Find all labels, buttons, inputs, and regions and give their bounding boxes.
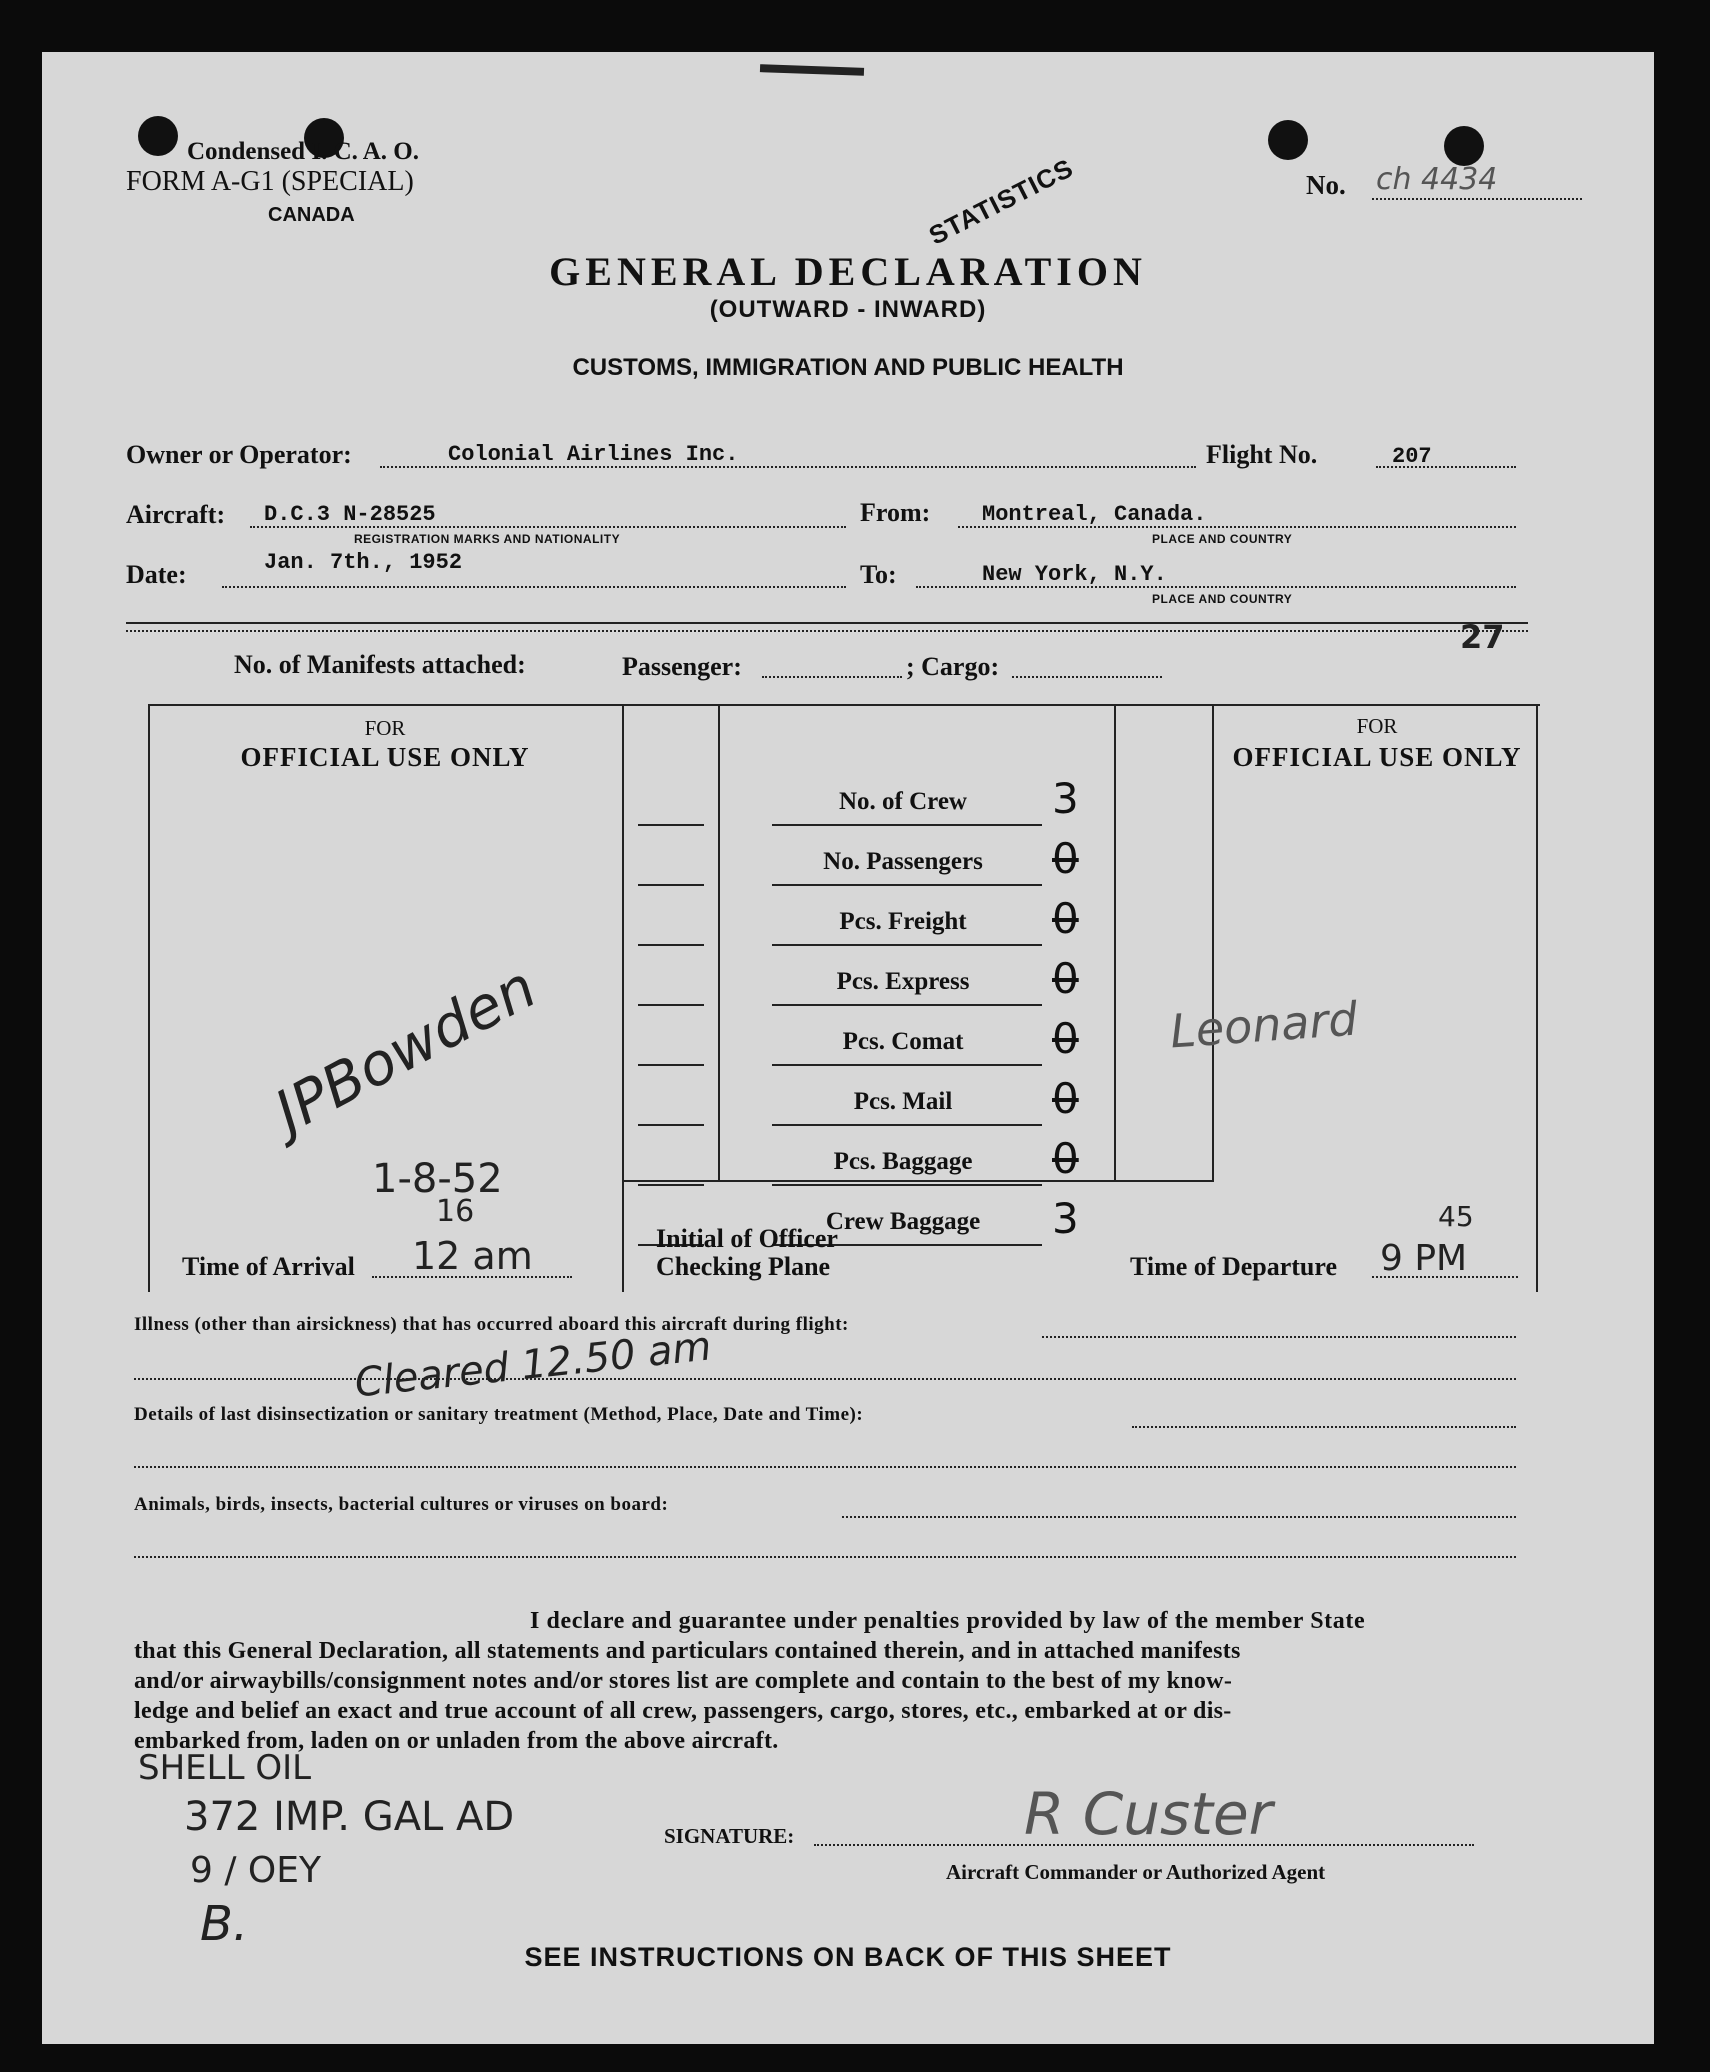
from-caption: PLACE AND COUNTRY — [1152, 532, 1293, 546]
manifests-passenger-line — [762, 676, 902, 678]
margin-note-3: 9 / OEY — [190, 1850, 321, 1891]
punch-hole-right — [1268, 120, 1308, 160]
item-value: 3 — [1052, 774, 1079, 823]
document-title: GENERAL DECLARATION — [549, 249, 1147, 294]
manifests-label: No. of Manifests attached: — [234, 650, 526, 679]
item-underline — [772, 884, 1042, 886]
arrival-extra: 16 — [436, 1194, 475, 1229]
time-of-arrival-label: Time of Arrival — [182, 1252, 355, 1281]
manifests-cargo-line — [1012, 676, 1162, 678]
item-label: Pcs. Baggage — [833, 1148, 973, 1175]
form-number-line — [1372, 198, 1582, 200]
animals-line-1 — [842, 1516, 1516, 1518]
aircraft-value: D.C.3 N-28525 — [264, 502, 436, 527]
item-underline — [772, 1124, 1042, 1126]
margin-note-4: B. — [200, 1896, 249, 1952]
item-underline — [772, 1064, 1042, 1066]
item-underline — [772, 1004, 1042, 1006]
item-label: Pcs. Comat — [842, 1028, 964, 1055]
owner-value: Colonial Airlines Inc. — [448, 442, 739, 467]
item-value: 0 — [1052, 834, 1079, 883]
form-number-label: No. — [1306, 170, 1346, 200]
margin-note-2: 372 IMP. GAL AD — [184, 1794, 515, 1840]
staple-mark — [760, 64, 864, 76]
header-separator-dots — [126, 630, 1528, 632]
item-initial-slot — [638, 824, 704, 826]
initial-officer-label-2: Checking Plane — [656, 1252, 831, 1281]
item-value: 0 — [1052, 954, 1079, 1003]
punch-hole-right-2 — [1444, 126, 1484, 166]
item-initial-slot — [638, 1064, 704, 1066]
item-initial-slot — [638, 884, 704, 886]
illness-line-1 — [1042, 1336, 1516, 1338]
initial-officer-label-1: Initial of Officer — [656, 1224, 838, 1253]
cleared-note: Cleared 12.50 am — [352, 1323, 714, 1407]
item-value: 0 — [1052, 894, 1079, 943]
footer-instructions: SEE INSTRUCTIONS ON BACK OF THIS SHEET — [524, 1942, 1172, 1972]
animals-line-2 — [134, 1556, 1516, 1558]
date-line — [222, 586, 846, 588]
owner-label: Owner or Operator: — [126, 440, 352, 469]
condensed-line: Condensed I. C. A. O. — [187, 138, 419, 165]
item-label: Pcs. Mail — [853, 1088, 953, 1115]
time-of-departure-label: Time of Departure — [1130, 1252, 1337, 1281]
right-signature: Leonard — [1168, 991, 1360, 1059]
item-underline — [772, 1184, 1042, 1186]
item-label: Crew Baggage — [825, 1208, 981, 1235]
declaration-line-5: embarked from, laden on or unladen from the above aircraft. — [134, 1728, 779, 1754]
time-of-arrival-value: 12 am — [412, 1234, 533, 1278]
left-for-label: FOR — [364, 716, 406, 740]
aircraft-label: Aircraft: — [126, 500, 226, 529]
disinsectization-label: Details of last disinsectization or sanitary treatment (Method, Place, Date and Time): — [134, 1404, 864, 1425]
declaration-line-3: and/or airwaybills/consignment notes and/or stores list are complete and contain to the best of my know- — [134, 1668, 1233, 1694]
disinsectization-line-1 — [1132, 1426, 1516, 1428]
arrival-date: 1-8-52 — [372, 1156, 503, 1202]
right-official-label: OFFICIAL USE ONLY — [1232, 742, 1522, 772]
flight-number-value: 207 — [1392, 444, 1432, 469]
to-caption: PLACE AND COUNTRY — [1152, 592, 1293, 606]
right-for-label: FOR — [1356, 714, 1398, 738]
form-country: CANADA — [268, 204, 355, 226]
to-label: To: — [860, 560, 897, 589]
item-initial-slot — [638, 1124, 704, 1126]
left-official-label: OFFICIAL USE ONLY — [240, 742, 530, 772]
illness-label: Illness (other than airsickness) that has occurred aboard this aircraft during flight: — [134, 1314, 849, 1335]
header-separator — [126, 622, 1528, 624]
item-initial-slot — [638, 1184, 704, 1186]
item-label: Pcs. Freight — [839, 908, 967, 935]
declaration-line-1: I declare and guarantee under penalties provided by law of the member State — [530, 1608, 1366, 1634]
item-initial-slot — [638, 944, 704, 946]
statistics-stamp: STATISTICS — [924, 152, 1079, 251]
punch-hole-left — [138, 116, 178, 156]
margin-number: 27 — [1460, 618, 1505, 656]
document-subtitle: (OUTWARD - INWARD) — [709, 296, 987, 323]
disinsectization-line-2 — [134, 1466, 1516, 1468]
declaration-line-2: that this General Declaration, all statements and particulars contained therein, and in attached manifests — [134, 1638, 1241, 1664]
signature-label: SIGNATURE: — [664, 1824, 795, 1848]
signature-value: R Custer — [1024, 1780, 1273, 1848]
declaration-sheet — [42, 52, 1654, 2044]
form-id: FORM A-G1 (SPECIAL) — [126, 166, 414, 197]
date-value: Jan. 7th., 1952 — [264, 550, 463, 575]
time-of-departure-value: 9 PM — [1380, 1238, 1468, 1279]
document-heading: CUSTOMS, IMMIGRATION AND PUBLIC HEALTH — [572, 354, 1124, 381]
item-value: 0 — [1052, 1074, 1079, 1123]
from-label: From: — [860, 498, 931, 527]
item-label: Pcs. Express — [836, 968, 970, 995]
item-value: 0 — [1052, 1014, 1079, 1063]
item-value: 0 — [1052, 1134, 1079, 1183]
item-underline — [772, 824, 1042, 826]
margin-note-1: SHELL OIL — [138, 1748, 312, 1788]
item-label: No. Passengers — [823, 848, 983, 875]
illness-line-2 — [134, 1378, 1516, 1380]
declaration-line-4: ledge and belief an exact and true account of all crew, passengers, cargo, stores, etc., embarked at or dis- — [134, 1698, 1232, 1724]
arrival-signature: JPBowden — [264, 952, 547, 1147]
item-label: No. of Crew — [839, 788, 967, 815]
item-initial-slot — [638, 1004, 704, 1006]
aircraft-caption: REGISTRATION MARKS AND NATIONALITY — [354, 532, 621, 546]
manifests-cargo-label: ; Cargo: — [906, 652, 1000, 681]
date-label: Date: — [126, 560, 187, 589]
to-value: New York, N.Y. — [982, 562, 1167, 587]
flight-number-label: Flight No. — [1206, 440, 1318, 469]
animals-label: Animals, birds, insects, bacterial cultures or viruses on board: — [134, 1494, 669, 1515]
manifests-passenger-label: Passenger: — [622, 652, 742, 681]
time-of-departure-extra: 45 — [1438, 1200, 1474, 1233]
signer-caption: Aircraft Commander or Authorized Agent — [946, 1860, 1326, 1884]
item-value: 3 — [1052, 1194, 1079, 1243]
item-underline — [772, 944, 1042, 946]
from-value: Montreal, Canada. — [982, 502, 1207, 527]
form-number-value: ch 4434 — [1376, 162, 1498, 197]
